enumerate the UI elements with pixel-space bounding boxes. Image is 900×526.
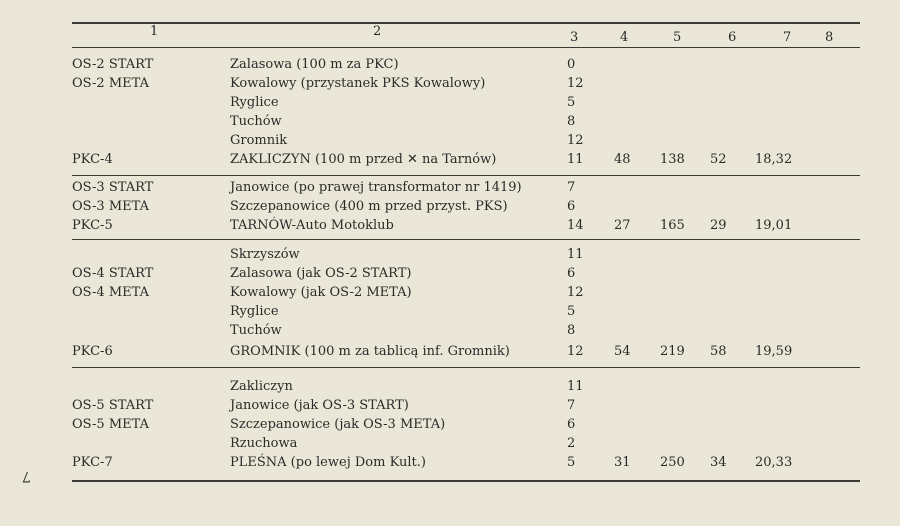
row-km: 7	[567, 180, 576, 195]
table-row	[0, 302, 900, 321]
row-km: 0	[567, 57, 576, 72]
group-divider	[72, 367, 860, 368]
row-location: Szczepanowice (jak OS-3 META)	[230, 417, 446, 432]
row-km: 2	[567, 436, 576, 451]
row-label: OS-2 START	[72, 57, 154, 72]
row-label: OS-4 META	[72, 285, 149, 300]
group-divider	[72, 175, 860, 176]
row-km: 8	[567, 323, 576, 338]
row-col-7: 20,33	[755, 455, 793, 470]
row-col-7: 19,01	[755, 218, 793, 233]
header-col-6: 6	[728, 30, 737, 45]
row-location: Zakliczyn	[230, 379, 293, 394]
row-col-5: 219	[660, 344, 685, 359]
row-location: Skrzyszów	[230, 247, 300, 262]
row-location: Gromnik	[230, 133, 288, 148]
row-km: 5	[567, 455, 576, 470]
table-row	[0, 377, 900, 396]
page-number: 7	[22, 468, 31, 484]
row-label: OS-3 META	[72, 199, 149, 214]
header-col-2: 2	[373, 24, 382, 39]
row-col-6: 58	[710, 344, 727, 359]
table-row	[0, 112, 900, 131]
header-col-5: 5	[673, 30, 682, 45]
table-row	[0, 74, 900, 93]
table-row	[0, 93, 900, 112]
row-col-6: 52	[710, 152, 727, 167]
header-rule	[72, 47, 860, 48]
header-col-8: 8	[825, 30, 834, 45]
row-col-7: 18,32	[755, 152, 793, 167]
row-label: PKC-7	[72, 455, 113, 470]
table-top-rule	[72, 22, 860, 24]
group-divider	[72, 239, 860, 240]
table-row	[0, 150, 900, 169]
table-row	[0, 415, 900, 434]
row-location: Janowice (jak OS-3 START)	[230, 398, 409, 413]
row-location: GROMNIK (100 m za tablicą inf. Gromnik)	[230, 344, 510, 359]
row-km: 12	[567, 344, 584, 359]
table-row	[0, 434, 900, 453]
table-row	[0, 453, 900, 472]
row-km: 7	[567, 398, 576, 413]
row-location: ZAKLICZYN (100 m przed ✕ na Tarnów)	[230, 152, 497, 167]
row-km: 11	[567, 152, 584, 167]
row-km: 8	[567, 114, 576, 129]
table-row	[0, 197, 900, 216]
row-location: Ryglice	[230, 95, 279, 110]
row-col-6: 29	[710, 218, 727, 233]
row-km: 11	[567, 379, 584, 394]
row-location: Tuchów	[230, 114, 282, 129]
header-col-4: 4	[620, 30, 629, 45]
table-row	[0, 283, 900, 302]
row-label: PKC-5	[72, 218, 113, 233]
row-km: 11	[567, 247, 584, 262]
row-col-4: 48	[614, 152, 631, 167]
table-row	[0, 264, 900, 283]
row-km: 12	[567, 76, 584, 91]
row-location: PLEŚNA (po lewej Dom Kult.)	[230, 455, 426, 470]
table-row	[0, 321, 900, 340]
row-km: 5	[567, 95, 576, 110]
row-location: Zalasowa (100 m za PKC)	[230, 57, 399, 72]
table-row	[0, 178, 900, 197]
row-label: OS-3 START	[72, 180, 154, 195]
row-km: 6	[567, 266, 576, 281]
row-label: PKC-6	[72, 344, 113, 359]
row-location: Rzuchowa	[230, 436, 298, 451]
row-location: Ryglice	[230, 304, 279, 319]
row-label: OS-5 START	[72, 398, 154, 413]
row-label: PKC-4	[72, 152, 113, 167]
row-location: Kowalowy (jak OS-2 META)	[230, 285, 412, 300]
row-location: Szczepanowice (400 m przed przyst. PKS)	[230, 199, 508, 214]
row-location: Tuchów	[230, 323, 282, 338]
row-location: Janowice (po prawej transformator nr 1419)	[230, 180, 522, 195]
row-label: OS-4 START	[72, 266, 154, 281]
row-km: 12	[567, 133, 584, 148]
row-km: 6	[567, 417, 576, 432]
table-row	[0, 55, 900, 74]
row-col-4: 27	[614, 218, 631, 233]
row-col-6: 34	[710, 455, 727, 470]
row-col-5: 250	[660, 455, 685, 470]
row-location: Zalasowa (jak OS-2 START)	[230, 266, 412, 281]
row-km: 14	[567, 218, 584, 233]
table-bottom-rule	[72, 480, 860, 482]
row-km: 6	[567, 199, 576, 214]
row-km: 12	[567, 285, 584, 300]
row-label: OS-2 META	[72, 76, 149, 91]
table-row	[0, 131, 900, 150]
table-row	[0, 216, 900, 235]
row-col-5: 165	[660, 218, 685, 233]
table-row	[0, 396, 900, 415]
row-col-4: 31	[614, 455, 631, 470]
table-row	[0, 245, 900, 264]
row-col-4: 54	[614, 344, 631, 359]
row-location: Kowalowy (przystanek PKS Kowalowy)	[230, 76, 486, 91]
table-row	[0, 342, 900, 361]
header-col-3: 3	[570, 30, 579, 45]
header-col-1: 1	[150, 24, 159, 39]
row-label: OS-5 META	[72, 417, 149, 432]
row-col-7: 19,59	[755, 344, 793, 359]
row-location: TARNÓW-Auto Motoklub	[230, 218, 394, 233]
row-col-5: 138	[660, 152, 685, 167]
row-km: 5	[567, 304, 576, 319]
header-col-7: 7	[783, 30, 792, 45]
